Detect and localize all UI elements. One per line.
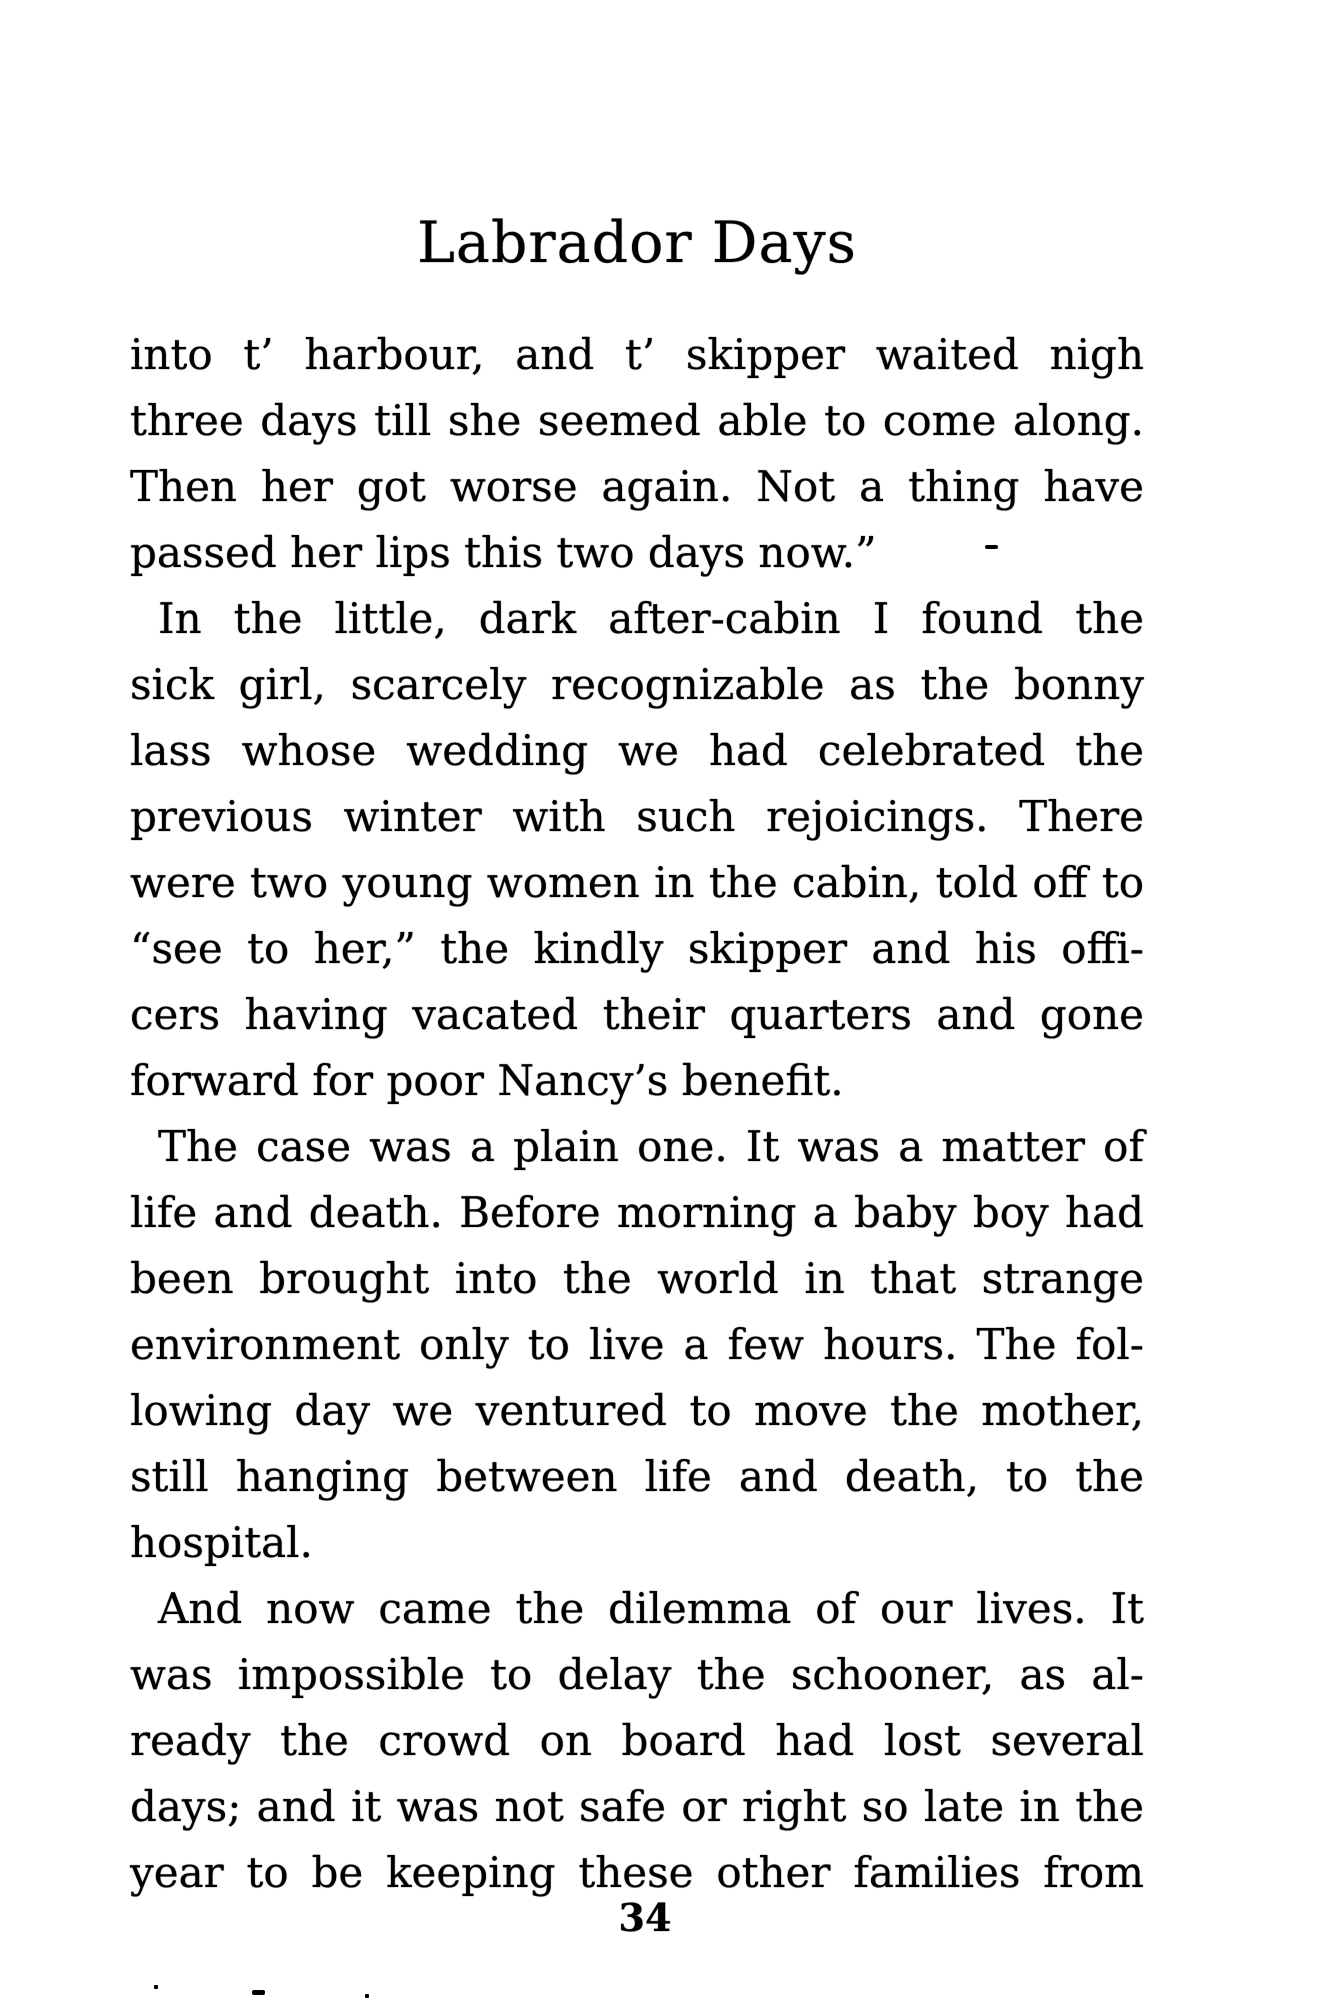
- text-line: And now came the dilemma of our lives. It: [158, 1584, 1144, 1633]
- text-line: lass whose wedding we had celebrated the: [130, 726, 1144, 775]
- text-line: lowing day we ventured to move the mother,: [130, 1386, 1144, 1435]
- text-line: year to be keeping these other families from: [130, 1848, 1144, 1897]
- text-line: Then her got worse again. Not a thing have: [130, 462, 1144, 511]
- page-body: [130, 322, 1144, 1906]
- text-line: life and death. Before morning a baby boy had: [130, 1188, 1144, 1237]
- text-line: were two young women in the cabin, told off to: [130, 858, 1144, 907]
- text-line: three days till she seemed able to come along.: [130, 396, 1144, 445]
- scan-artifact: [252, 1990, 265, 1995]
- text-line: sick girl, scarcely recognizable as the bonny: [130, 660, 1144, 709]
- text-line: still hanging between life and death, to the: [130, 1452, 1144, 1501]
- scan-artifact: [365, 1994, 369, 1998]
- text-line: been brought into the world in that strange: [130, 1254, 1144, 1303]
- text-line: was impossible to delay the schooner, as al-: [130, 1650, 1144, 1699]
- text-line: days; and it was not safe or right so late in the: [130, 1782, 1144, 1831]
- text-line: forward for poor Nancy’s benefit.: [130, 1056, 844, 1105]
- text-line: environment only to live a few hours. The fol-: [130, 1320, 1144, 1369]
- text-line: hospital.: [130, 1518, 313, 1567]
- page-title: Labrador Days: [417, 210, 857, 276]
- scan-artifact: [154, 1985, 158, 1989]
- text-line: previous winter with such rejoicings. There: [130, 792, 1144, 841]
- scan-artifact: [985, 545, 998, 549]
- text-line: passed her lips this two days now.”: [130, 528, 877, 577]
- text-line: In the little, dark after-cabin I found the: [158, 594, 1144, 643]
- text-line: The case was a plain one. It was a matter of: [158, 1122, 1144, 1171]
- text-line: “see to her,” the kindly skipper and his offi-: [130, 924, 1144, 973]
- text-line: into t’ harbour, and t’ skipper waited nigh: [130, 330, 1144, 379]
- text-line: cers having vacated their quarters and gone: [130, 990, 1144, 1039]
- page-number: 34: [618, 1895, 672, 1940]
- text-line: ready the crowd on board had lost several: [130, 1716, 1144, 1765]
